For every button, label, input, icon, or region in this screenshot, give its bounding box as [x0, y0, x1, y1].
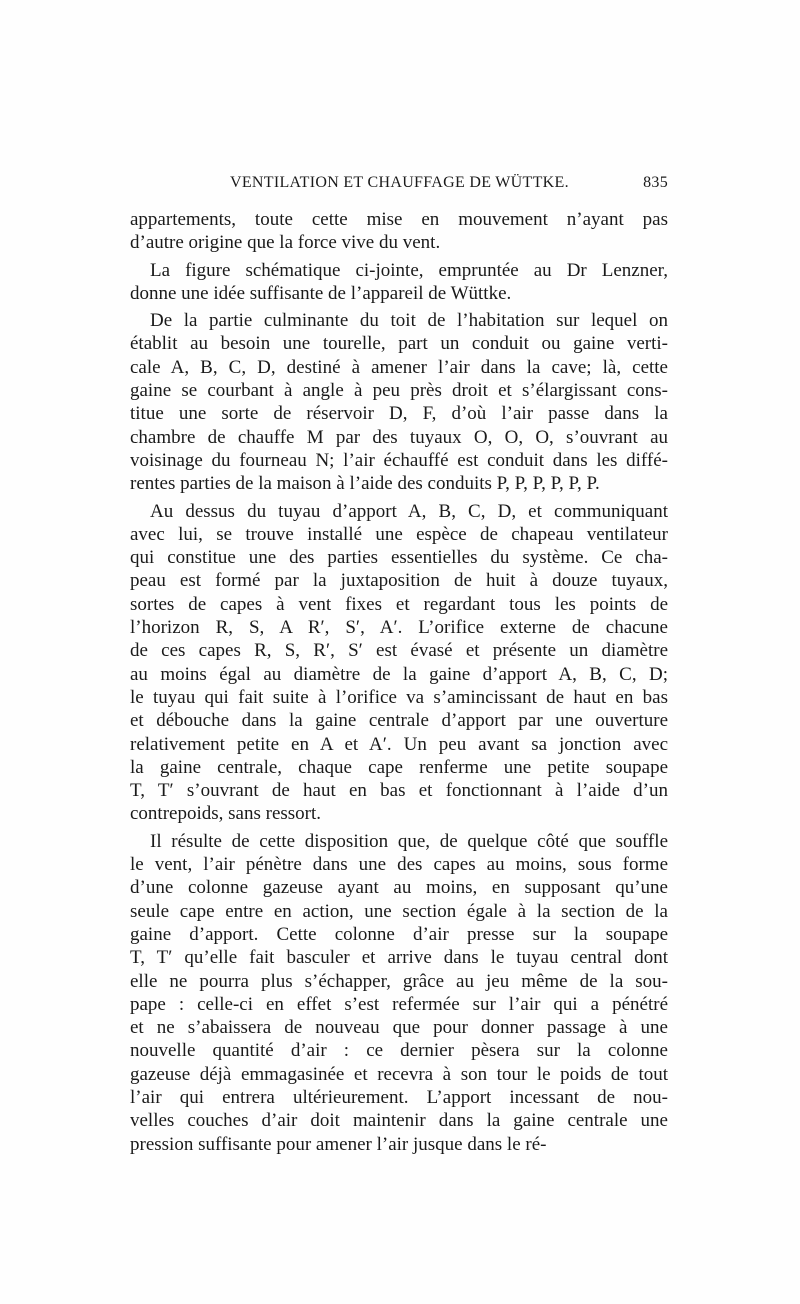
- paragraph: [130, 208, 668, 255]
- text-line: T, T′ s’ouvrant de haut en bas et fonctionnant à l’aide d’un: [130, 780, 668, 802]
- text-line: De la partie culminante du toit de l’habitation sur lequel on: [150, 310, 668, 332]
- text-line: établit au besoin une tourelle, part un conduit ou gaine verti-: [130, 333, 668, 355]
- text-line: au moins égal au diamètre de la gaine d’apport A, B, C, D;: [130, 663, 668, 685]
- paragraph: [130, 500, 668, 826]
- text-line: gaine se courbant à angle à peu près droit et s’élargissant cons-: [130, 380, 668, 402]
- text-line: T, T′ qu’elle fait basculer et arrive dans le tuyau central dont: [130, 947, 668, 969]
- text-line: rentes parties de la maison à l’aide des conduits P, P, P, P, P, P.: [130, 473, 600, 495]
- text-line: gazeuse déjà emmagasinée et recevra à son tour le poids de tout: [130, 1063, 668, 1085]
- text-line: et ne s’abaissera de nouveau que pour donner passage à une: [130, 1017, 668, 1039]
- text-line: Il résulte de cette disposition que, de quelque côté que souffle: [150, 830, 668, 852]
- text-line: de ces capes R, S, R′, S′ est évasé et présente un diamètre: [130, 640, 668, 662]
- paragraph: [130, 309, 668, 495]
- text-line: voisinage du fourneau N; l’air échauffé est conduit dans les diffé-: [130, 449, 668, 471]
- text-line: nouvelle quantité d’air : ce dernier pèsera sur la colonne: [130, 1040, 668, 1062]
- page-header: [128, 168, 668, 198]
- text-line: avec lui, se trouve installé une espèce de chapeau ventilateur: [130, 523, 668, 545]
- text-line: donne une idée suffisante de l’appareil de Wüttke.: [130, 282, 512, 304]
- text-line: titue une sorte de réservoir D, F, d’où l’air passe dans la: [130, 403, 668, 425]
- body-text: [130, 208, 668, 1156]
- text-line: qui constitue une des parties essentielles du système. Ce cha-: [130, 547, 668, 569]
- text-line: chambre de chauffe M par des tuyaux O, O, O, s’ouvrant au: [130, 426, 668, 448]
- text-line: cale A, B, C, D, destiné à amener l’air dans la cave; là, cette: [130, 356, 668, 378]
- text-line: elle ne pourra plus s’échapper, grâce au jeu même de la sou-: [130, 970, 668, 992]
- text-line: pression suffisante pour amener l’air jusque dans le ré-: [130, 1133, 547, 1155]
- paragraph: [130, 830, 668, 1156]
- text-line: et débouche dans la gaine centrale d’apport par une ouverture: [130, 710, 668, 732]
- text-line: contrepoids, sans ressort.: [130, 803, 322, 825]
- text-line: appartements, toute cette mise en mouvement n’ayant pas: [130, 209, 668, 230]
- text-line: le tuyau qui fait suite à l’orifice va s’amincissant de haut en bas: [130, 686, 668, 708]
- text-line: relativement petite en A et A′. Un peu avant sa jonction avec: [130, 733, 668, 755]
- text-line: velles couches d’air doit maintenir dans la gaine centrale une: [130, 1110, 668, 1132]
- text-line: la gaine centrale, chaque cape renferme une petite soupape: [130, 756, 668, 778]
- text-line: d’autre origine que la force vive du vent.: [130, 232, 441, 254]
- text-line: La figure schématique ci-jointe, empruntée au Dr Lenzner,: [150, 259, 668, 281]
- text-line: sortes de capes à vent fixes et regardant tous les points de: [130, 593, 668, 615]
- text-line: pape : celle-ci en effet s’est refermée sur l’air qui a pénétré: [130, 993, 668, 1015]
- text-line: Au dessus du tuyau d’apport A, B, C, D, et communiquant: [150, 500, 668, 522]
- page-number: 835: [643, 174, 668, 191]
- text-line: le vent, l’air pénètre dans une des capes au moins, sous forme: [130, 854, 668, 876]
- text-line: gaine d’apport. Cette colonne d’air presse sur la soupape: [130, 923, 668, 945]
- text-line: d’une colonne gazeuse ayant au moins, en supposant qu’une: [130, 877, 668, 899]
- text-line: peau est formé par la juxtaposition de huit à douze tuyaux,: [130, 570, 668, 592]
- paragraph: [130, 259, 668, 306]
- text-line: l’horizon R, S, A R′, S′, A′. L’orifice externe de chacune: [130, 617, 668, 639]
- text-line: l’air qui entrera ultérieurement. L’apport incessant de nou-: [130, 1086, 668, 1108]
- running-title: VENTILATION ET CHAUFFAGE DE WÜTTKE.: [230, 174, 569, 191]
- text-line: seule cape entre en action, une section égale à la section de la: [130, 900, 668, 922]
